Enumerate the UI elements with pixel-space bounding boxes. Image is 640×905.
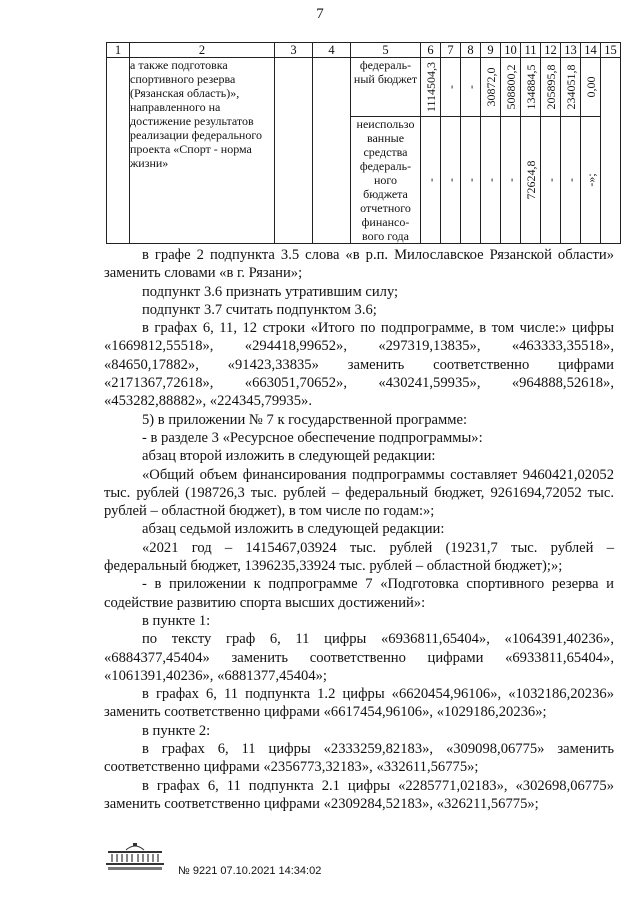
paragraph: - в разделе 3 «Ресурсное обеспечение подпрограммы»:: [142, 429, 483, 446]
col-header: 1: [107, 43, 130, 58]
paragraph: «2021 год – 1415467,03924 тыс. рублей (19231,7 тыс. рублей – федеральный бюджет, 1396235,33924 тыс. рублей – областной бюджет);»;: [104, 539, 614, 575]
paragraph: в графах 6, 11, 12 строки «Итого по подпрограмме, в том числе:» цифры «1669812,55518», «294418,99652», «297319,13835», «463333,35518», «84650,17882», «91423,33835» заменить соответственно цифрами «2171367,72618», «663051,70652», «430241,59935», «964888,52618», «453282,88882», «224345,79935».: [104, 320, 614, 410]
paragraph: в графах 6, 11 подпункта 1.2 цифры «6620454,96106», «1032186,20236» заменить соответственно цифрами «6617454,96106», «1029186,20236»;: [104, 686, 614, 721]
cell-value: 508800,2: [503, 64, 518, 110]
cell-value: 205895,8: [543, 64, 558, 110]
col-header: 2: [130, 43, 275, 58]
paragraph: абзац второй изложить в следующей редакции:: [142, 448, 436, 465]
document-body: [104, 246, 614, 813]
col-header: 7: [441, 43, 461, 58]
col-header: 11: [521, 43, 541, 58]
col-header: 13: [561, 43, 581, 58]
project-description: а также подготовка спортивного резерва (Рязанская область)», направленного на достижение результатов реализации федерального проекта «Спорт - норма жизни»: [130, 58, 275, 244]
cell-value: 134884,5: [523, 64, 538, 110]
paragraph: абзац седьмой изложить в следующей редакции:: [142, 521, 445, 538]
cell-value: -: [563, 178, 578, 182]
cell-value: -: [443, 178, 458, 182]
col-header: 5: [351, 43, 421, 58]
cell-value: -: [503, 178, 518, 182]
cell-value: -: [463, 178, 478, 182]
paragraph: подпункт 3.6 признать утратившим силу;: [142, 283, 399, 300]
budget-table: [106, 42, 621, 244]
page-number: 7: [316, 6, 324, 22]
col-header: 15: [601, 43, 621, 58]
cell-value: -: [483, 178, 498, 182]
cell-value: -: [443, 85, 458, 89]
paragraph: подпункт 3.7 считать подпунктом 3.6;: [142, 301, 377, 318]
paragraph: в пункте 2:: [142, 722, 211, 739]
col-header: 8: [461, 43, 481, 58]
cell-value: 30872,0: [483, 67, 498, 107]
cell-value: -: [423, 178, 438, 182]
paragraph: в пункте 1:: [142, 612, 211, 629]
col-header: 9: [481, 43, 501, 58]
paragraph: в графе 2 подпункта 3.5 слова «в р.п. Милославское Рязанской области» заменить словами «в г. Рязани»;: [104, 247, 614, 282]
funding-source: федераль-ный бюджет: [351, 58, 421, 117]
government-building-logo-icon: [104, 842, 166, 872]
cell-value: -: [463, 85, 478, 89]
cell-value: 1114504,3: [423, 61, 438, 113]
document-id: № 9221 07.10.2021 14:34:02: [178, 865, 322, 877]
col-header: 3: [275, 43, 313, 58]
paragraph: «Общий объем финансирования подпрограммы составляет 9460421,02052 тыс. рублей (198726,3 тыс. рублей – федеральный бюджет, 9261694,72052 тыс. рублей – областной бюджет), в том числе по годам:»;: [104, 466, 614, 520]
cell-value: -»;: [583, 173, 598, 187]
cell-value: 72624,8: [523, 160, 538, 200]
table-row: [107, 58, 621, 117]
table-header-row: [107, 43, 621, 58]
paragraph: 5) в приложении № 7 к государственной программе:: [142, 411, 468, 428]
cell-value: -: [543, 178, 558, 182]
cell-value: 234051,8: [563, 64, 578, 110]
col-header: 6: [421, 43, 441, 58]
cell-value: 0,00: [583, 76, 598, 98]
paragraph: в графах 6, 11 цифры «2333259,82183», «309098,06775» заменить соответственно цифрами «2356773,32183», «332611,56775»;: [104, 741, 614, 776]
paragraph: в графах 6, 11 подпункта 2.1 цифры «2285771,02183», «302698,06775» заменить соответственно цифрами «2309284,52183», «326211,56775»;: [104, 777, 614, 812]
col-header: 4: [313, 43, 351, 58]
col-header: 10: [501, 43, 521, 58]
funding-source: неиспользо ванные средства федераль-ного бюджета отчетного финансо-вого года: [351, 117, 421, 244]
col-header: 12: [541, 43, 561, 58]
col-header: 14: [581, 43, 601, 58]
paragraph: - в приложении к подпрограмме 7 «Подготовка спортивного резерва и содействие развитию спорта высших достижений»:: [104, 576, 614, 611]
paragraph: по тексту граф 6, 11 цифры «6936811,65404», «1064391,40236», «6884377,45404» заменить соответственно цифрами «6933811,65404», «1061391,40236», «6881377,45404»;: [104, 631, 614, 684]
